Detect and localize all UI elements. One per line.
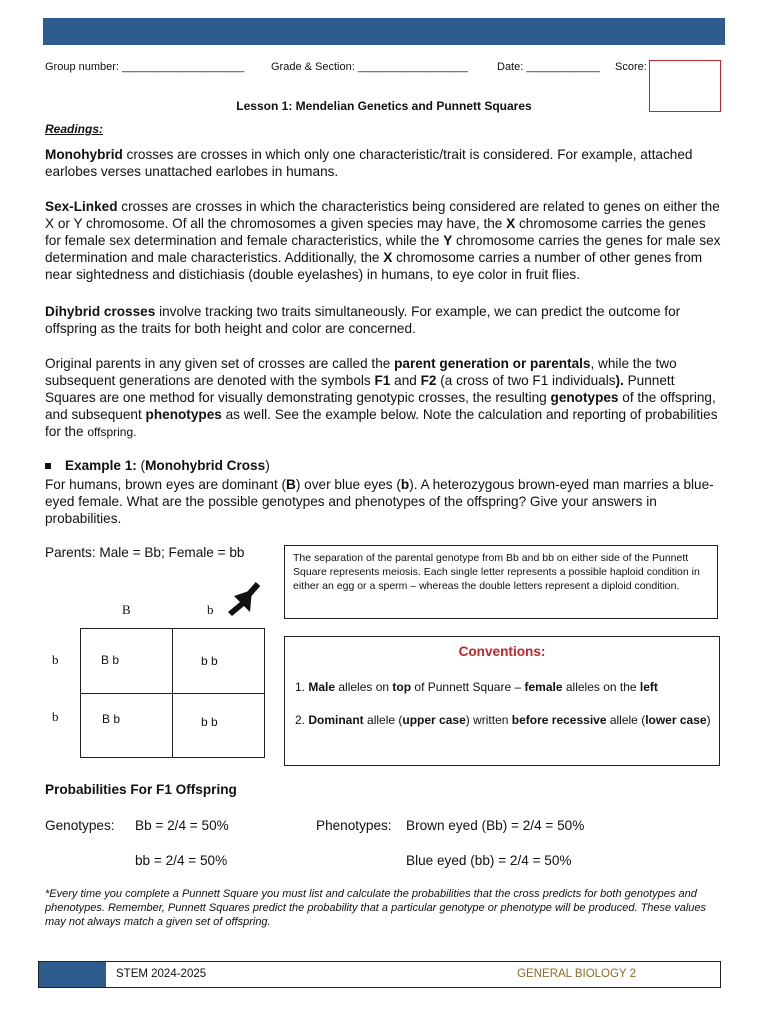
parents-genotypes: Parents: Male = Bb; Female = bb	[45, 545, 245, 560]
probabilities-heading: Probabilities For F1 Offspring	[45, 782, 237, 797]
punnett-cell: B b	[101, 653, 120, 667]
example-question: For humans, brown eyes are dominant (B) over blue eyes (b). A heterozygous brown-eyed man marries a blue-eyed female. What are the possible genotypes and phenotypes of the offspring? Give your answers in probabilities.	[45, 477, 714, 526]
footer-band	[39, 962, 106, 987]
arrow-icon	[228, 578, 264, 620]
page-title: Lesson 1: Mendelian Genetics and Punnett Squares	[236, 99, 532, 113]
phenotype-probability: Blue eyed (bb) = 2/4 = 50%	[406, 853, 572, 868]
meiosis-note-box: The separation of the parental genotype from Bb and bb on either side of the Punnett Square represents meiosis. Each single letter represents a possible haploid condition in either an egg or a sperm – whereas the double letters represent a diploid condition.	[284, 545, 718, 619]
punnett-col-header-1: B	[122, 602, 131, 617]
conventions-title: Conventions:	[458, 644, 546, 659]
grade-section-field: Grade & Section: __________________	[271, 61, 468, 73]
score-label: Score:	[615, 61, 647, 73]
phenotypes-label: Phenotypes:	[316, 818, 392, 833]
conventions-box	[284, 636, 720, 766]
genotype-probability: bb = 2/4 = 50%	[135, 853, 228, 868]
punnett-cell: b b	[201, 654, 218, 668]
date-field: Date: ____________	[497, 61, 600, 73]
generations-paragraph: Original parents in any given set of crosses are called the parent generation or parentals, while the two subsequent generations are denoted with the symbols F1 and F2 (a cross of two F1 individuals). Punnett Squares are one method for visually demonstrating genotypic crosses, the resulting genotypes of the offspring, and subsequent phenotypes as well. See the example below. Note the calculation and reporting of probabilities for the offspring.	[45, 356, 718, 439]
punnett-cell: B b	[102, 712, 121, 726]
header-band	[43, 18, 725, 45]
monohybrid-paragraph: Monohybrid crosses are crosses in which only one characteristic/trait is considered. For example, attached earlobes verses unattached earlobes in humans.	[45, 147, 693, 179]
genotypes-label: Genotypes:	[45, 818, 115, 833]
punnett-row-header-1: b	[52, 652, 59, 667]
footnote: *Every time you complete a Punnett Square you must list and calculate the probabilities that the cross predicts for both genotypes and phenotypes. Remember, Punnett Squares predict the probability that a particular genotype or phenotype will be produced. These values may not always match a given set of offspring.	[45, 888, 707, 928]
punnett-cell: b b	[201, 715, 218, 729]
dihybrid-paragraph: Dihybrid crosses involve tracking two traits simultaneously. For example, we can predict the outcome for offspring as the traits for both height and color are concerned.	[45, 304, 681, 336]
convention-item-2: 2. Dominant allele (upper case) written before recessive allele (lower case)	[295, 713, 711, 727]
punnett-col-header-2: b	[207, 602, 214, 617]
punnett-divider-horizontal	[80, 693, 265, 694]
footer-subject: GENERAL BIOLOGY 2	[517, 968, 636, 980]
group-number-field: Group number: ____________________	[45, 61, 245, 73]
footer-school-year: STEM 2024-2025	[116, 968, 207, 980]
punnett-row-header-2: b	[52, 709, 59, 724]
sex-linked-paragraph: Sex-Linked crosses are crosses in which the characteristics being considered are related to genes on either the X or Y chromosome. Of all the chromosomes a given species may have, the X chromosome carries the genes for female sex determination and female characteristics, while the Y chromosome carries the genes for male sex determination and male characteristics. Additionally, the X chromosome carries a number of other genes from near sightedness and distichiasis (double eyelashes) in humans, to eye color in fruit flies.	[45, 199, 721, 282]
genotype-probability: Bb = 2/4 = 50%	[135, 818, 229, 833]
page-footer	[38, 961, 721, 988]
bullet-icon	[45, 463, 51, 469]
example-heading: Example 1: (Monohybrid Cross)	[45, 458, 270, 473]
convention-item-1: 1. Male alleles on top of Punnett Square – female alleles on the left	[295, 680, 658, 694]
readings-heading: Readings:	[45, 122, 104, 136]
phenotype-probability: Brown eyed (Bb) = 2/4 = 50%	[406, 818, 585, 833]
